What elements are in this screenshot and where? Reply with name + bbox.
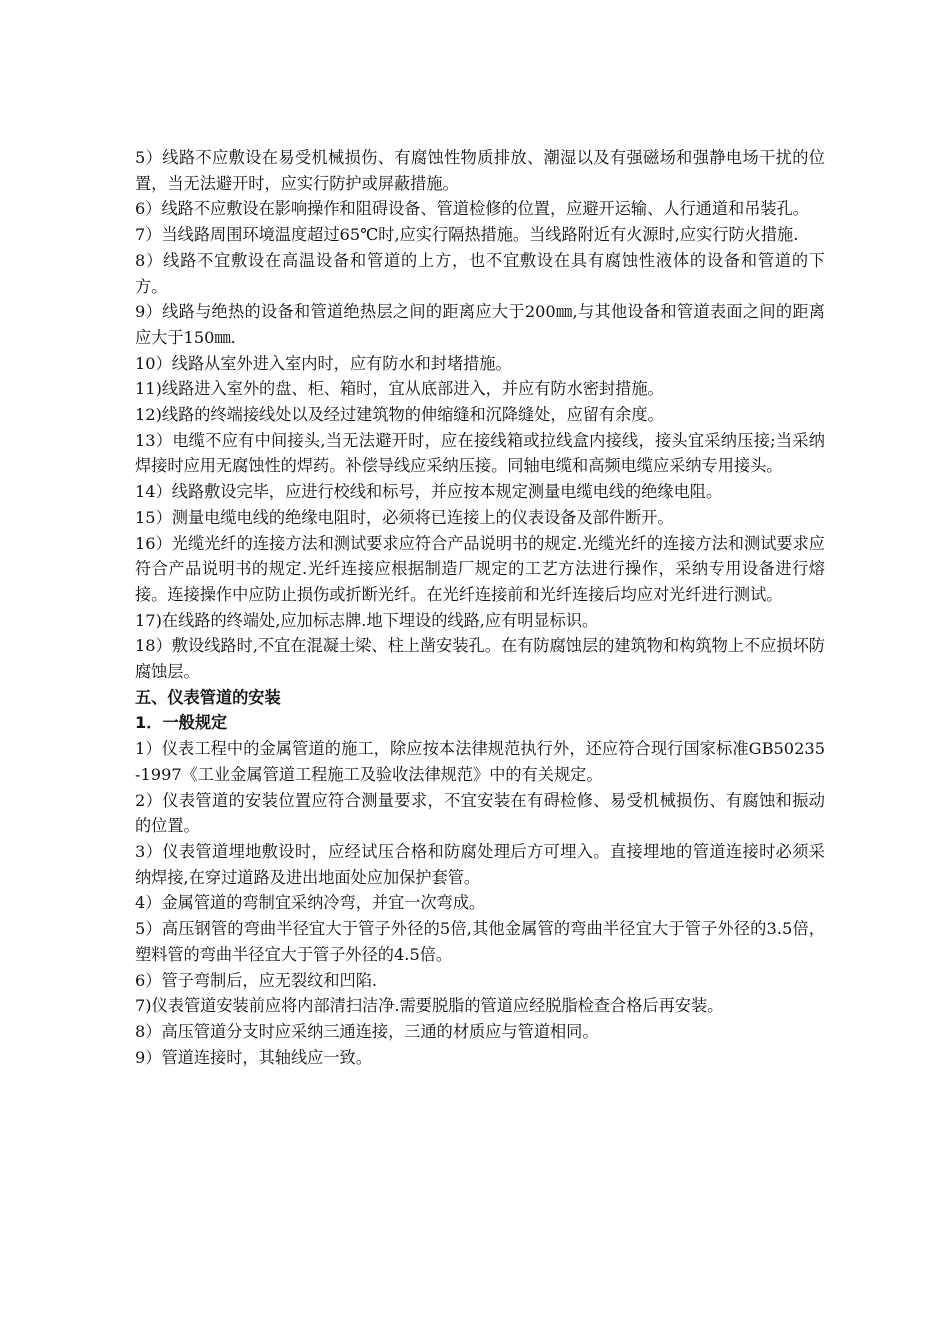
- paragraph-item-1: 1）仪表工程中的金属管道的施工，除应按本法律规范执行外，还应符合现行国家标准GB50235-1997《工业金属管道工程施工及验收法律规范》中的有关规定。: [135, 739, 825, 784]
- paragraph-item-10: 10）线路从室外进入室内时，应有防水和封堵措施。: [135, 353, 512, 373]
- paragraph-item-16: 16）光缆光纤的连接方法和测试要求应符合产品说明书的规定.光缆光纤的连接方法和测试要求应符合产品说明书的规定.光纤连接应根据制造厂规定的工艺方法进行操作，采纳专用设备进行熔接。连接操作中应防止损伤或折断光纤。在光纤连接前和光纤连接后均应对光纤进行测试。: [135, 533, 825, 604]
- paragraph-item-11: 11)线路进入室外的盘、柜、箱时，宜从底部进入，并应有防水密封措施。: [135, 379, 664, 399]
- paragraph-item-7: 7）当线路周围环境温度超过65℃时,应实行隔热措施。当线路附近有火源时,应实行防火措施.: [135, 225, 799, 245]
- section-heading: 五、仪表管道的安装: [135, 687, 281, 707]
- subsection-heading: 1．一般规定: [135, 713, 228, 733]
- paragraph-item-17: 17)在线路的终端处,应加标志牌.地下埋设的线路,应有明显标识。: [135, 610, 599, 630]
- paragraph-item-14: 14）线路敷设完毕，应进行校线和标号，并应按本规定测量电缆电线的绝缘电阻。: [135, 482, 723, 502]
- paragraph-item-15: 15）测量电缆电线的绝缘电阻时，必须将已连接上的仪表设备及部件断开。: [135, 507, 674, 527]
- paragraph-item-6b: 6）管子弯制后，应无裂纹和凹陷.: [135, 970, 378, 990]
- document-body: [135, 145, 825, 1070]
- paragraph-item-6: 6）线路不应敷设在影响操作和阻碍设备、管道检修的位置，应避开运输、人行通道和吊装孔。: [135, 199, 809, 219]
- paragraph-item-2: 2）仪表管道的安装位置应符合测量要求，不宜安装在有碍检修、易受机械损伤、有腐蚀和振动的位置。: [135, 790, 825, 836]
- paragraph-item-18: 18）敷设线路时,不宜在混凝土梁、柱上凿安装孔。在有防腐蚀层的建筑物和构筑物上不应损坏防腐蚀层。: [135, 636, 825, 682]
- paragraph-item-8: 8）线路不宜敷设在高温设备和管道的上方，也不宜敷设在具有腐蚀性液体的设备和管道的下方。: [135, 250, 825, 296]
- paragraph-item-3: 3）仪表管道埋地敷设时，应经试压合格和防腐处理后方可埋入。直接埋地的管道连接时必须采纳焊接,在穿过道路及进出地面处应加保护套管。: [135, 841, 825, 887]
- paragraph-item-13: 13）电缆不应有中间接头,当无法避开时，应在接线箱或拉线盒内接线，接头宜采纳压接;当采纳焊接时应用无腐蚀性的焊药。补偿导线应采纳压接。同轴电缆和高频电缆应采纳专用接头。: [135, 430, 825, 476]
- paragraph-item-9b: 9）管道连接时，其轴线应一致。: [135, 1047, 372, 1067]
- paragraph-item-4: 4）金属管道的弯制宜采纳冷弯，并宜一次弯成。: [135, 893, 486, 913]
- paragraph-item-12: 12)线路的终端接线处以及经过建筑物的伸缩缝和沉降缝处，应留有余度。: [135, 405, 664, 425]
- paragraph-item-5: 5）线路不应敷设在易受机械损伤、有腐蚀性物质排放、潮湿以及有强磁场和强静电场干扰的位置，当无法避开时，应实行防护或屏蔽措施。: [135, 148, 825, 193]
- paragraph-item-8b: 8）高压管道分支时应采纳三通连接，三通的材质应与管道相同。: [135, 1021, 599, 1041]
- paragraph-item-9: 9）线路与绝热的设备和管道绝热层之间的距离应大于200㎜,与其他设备和管道表面之间的距离应大于150㎜.: [135, 302, 825, 347]
- paragraph-item-5b: 5）高压钢管的弯曲半径宜大于管子外径的5倍,其他金属管的弯曲半径宜大于管子外径的3.5倍，塑料管的弯曲半径宜大于管子外径的4.5倍。: [135, 919, 825, 964]
- paragraph-item-7b: 7)仪表管道安装前应将内部清扫洁净.需要脱脂的管道应经脱脂检查合格后再安装。: [135, 996, 724, 1016]
